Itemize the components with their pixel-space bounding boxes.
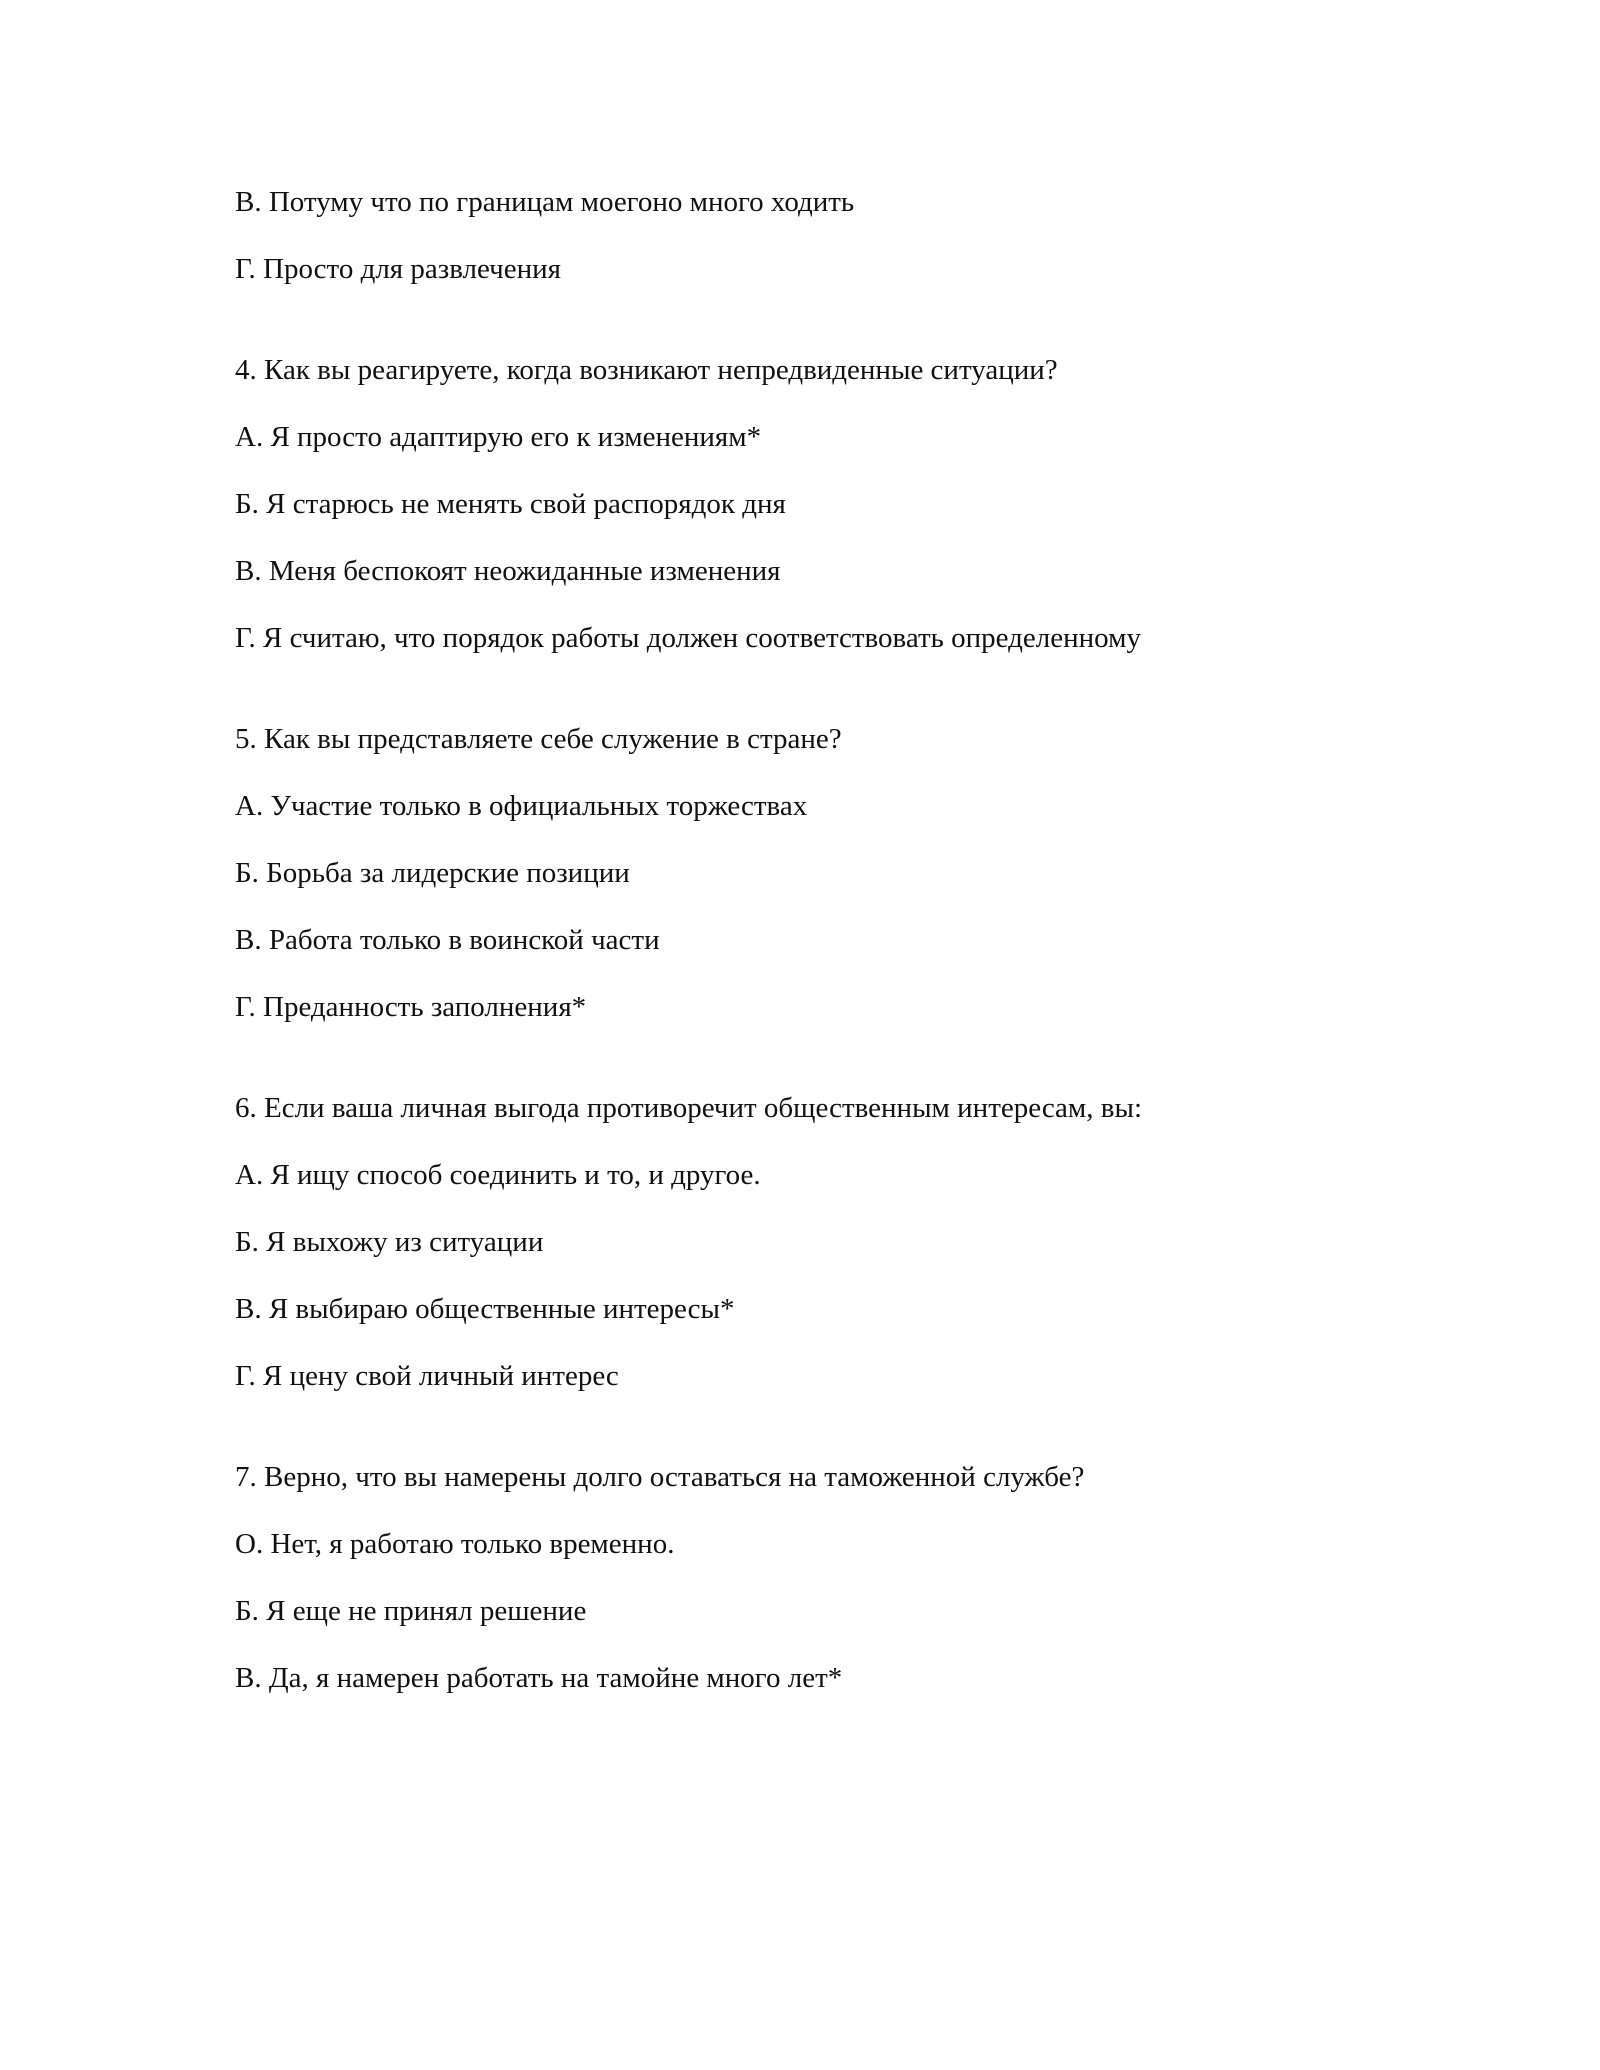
question-4 bbox=[235, 353, 1485, 655]
answer-option: А. Участие только в официальных торжествах bbox=[235, 790, 808, 822]
answer-option: Б. Я выхожу из ситуации bbox=[235, 1226, 544, 1258]
question-text: 4. Как вы реагируете, когда возникают непредвиденные ситуации? bbox=[235, 354, 1058, 386]
answer-option: В. Меня беспокоят неожиданные изменения bbox=[235, 555, 781, 587]
question-5 bbox=[235, 722, 1485, 1024]
question-6 bbox=[235, 1091, 1485, 1393]
answer-option: Г. Я цену свой личный интерес bbox=[235, 1360, 619, 1392]
question-text: 5. Как вы представляете себе служение в стране? bbox=[235, 723, 842, 755]
answer-option: Б. Борьба за лидерские позиции bbox=[235, 857, 630, 889]
answer-option: А. Я просто адаптирую его к изменениям* bbox=[235, 421, 762, 453]
question-text: 7. Верно, что вы намерены долго оставаться на таможенной службе? bbox=[235, 1461, 1085, 1493]
answer-option: В. Работа только в воинской части bbox=[235, 924, 660, 956]
answer-option: Г. Просто для развлечения bbox=[235, 253, 561, 285]
question-text: 6. Если ваша личная выгода противоречит общественным интересам, вы: bbox=[235, 1092, 1143, 1124]
answer-option: Г. Я считаю, что порядок работы должен соответствовать определенному bbox=[235, 622, 1141, 654]
answer-option: Б. Я старюсь не менять свой распорядок дня bbox=[235, 488, 786, 520]
answer-option: О. Нет, я работаю только временно. bbox=[235, 1528, 675, 1560]
answer-option: Б. Я еще не принял решение bbox=[235, 1595, 587, 1627]
document-content bbox=[235, 185, 1485, 1728]
question-3-tail bbox=[235, 185, 1485, 286]
answer-option: В. Потуму что по границам моегоно много ходить bbox=[235, 186, 855, 218]
answer-option: В. Я выбираю общественные интересы* bbox=[235, 1293, 735, 1325]
answer-option: А. Я ищу способ соединить и то, и другое. bbox=[235, 1159, 761, 1191]
answer-option: В. Да, я намерен работать на тамойне много лет* bbox=[235, 1662, 843, 1694]
question-7 bbox=[235, 1460, 1485, 1695]
answer-option: Г. Преданность заполнения* bbox=[235, 991, 587, 1023]
